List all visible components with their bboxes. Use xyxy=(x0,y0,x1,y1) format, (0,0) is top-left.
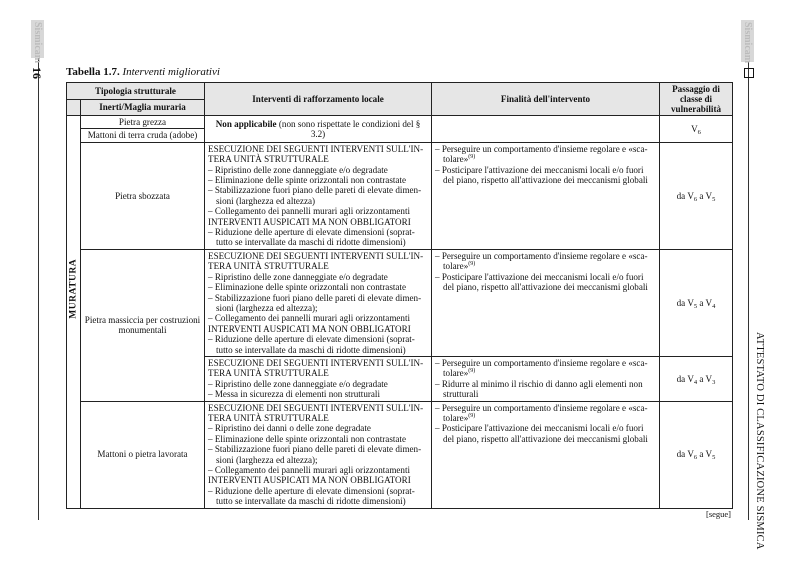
finalita-cell xyxy=(432,116,660,143)
running-side-title: ATTESTATO DI CLASSIFICAZIONE SISMICA xyxy=(754,332,765,550)
right-margin-rule xyxy=(748,20,749,520)
square-marker-icon xyxy=(744,68,754,78)
left-margin-rule xyxy=(38,20,39,520)
table-row xyxy=(67,142,733,249)
group-label-cell xyxy=(67,116,81,509)
tipologia-cell: Pietra sbozzata xyxy=(81,142,205,249)
finalita-cell: – Perseguire un comportamento d'insieme regolare e «sca- tolare»$^{(9)}$ – Posticipare l'attivazione dei meccanismi locali e/o fuori del piano, rispetto all'attivazione dei meccanismi globali xyxy=(432,142,660,249)
table-caption-title: Interventi migliorativi xyxy=(122,66,220,78)
interventi-cell: ESECUZIONE DEI SEGUENTI INTERVENTI SULL'IN- TERA UNITÀ STRUTTURALE – Ripristino delle zone danneggiate e/o degradate – Messa in sicurezza di elementi non strutturali xyxy=(205,356,432,401)
group-label-muratura: MURATURA xyxy=(68,258,79,319)
table-row xyxy=(67,116,733,129)
finalita-cell: – Perseguire un comportamento d'insieme regolare e «sca- tolare»$^{(9)}$ – Posticipare l'attivazione dei meccanismi locali e/o fuori del piano, rispetto all'attivazione dei meccanismi globali xyxy=(432,401,660,508)
passaggio-cell: da $V_4$ a $V_3$ xyxy=(660,356,733,401)
tipologia-cell: Mattoni di terra cruda (adobe) xyxy=(81,129,205,142)
table-header-row-1 xyxy=(67,83,733,100)
tipologia-cell: Pietra grezza xyxy=(81,116,205,129)
header-interventi: Interventi di rafforzamento locale xyxy=(205,83,432,116)
header-spacer xyxy=(67,99,81,116)
interventi-cell: Non applicabile (non sono rispettate le condizioni del § 3.2) xyxy=(205,116,432,143)
continued-marker: [segue] xyxy=(706,509,732,519)
table-row xyxy=(67,249,733,356)
passaggio-cell: da $V_6$ a $V_5$ xyxy=(660,401,733,508)
page-number: 16 xyxy=(30,67,44,79)
header-tipologia: Tipologia strutturale xyxy=(67,83,205,100)
header-inerti: Inerti/Maglia muraria xyxy=(81,99,205,116)
finalita-cell: – Perseguire un comportamento d'insieme regolare e «sca- tolare»$^{(9)}$ – Ridurre al minimo il rischio di danno agli elementi non strutturali xyxy=(432,356,660,401)
tipologia-cell: Mattoni o pietra lavorata xyxy=(81,401,205,508)
tipologia-cell: Pietra massiccia per costruzioni monumentali xyxy=(81,249,205,401)
interventi-cell: ESECUZIONE DEI SEGUENTI INTERVENTI SULL'IN- TERA UNITÀ STRUTTURALE – Ripristino dei danni o delle zone degradate – Eliminazione delle spinte orizzontali non contrastate – Stabilizzazione fuori piano delle pareti di elevate dimen- sioni (larghezza ed altezza); – Collegamento dei pannelli murari agli orizzontamenti INTERVENTI AUSPICATI MA NON OBBLIGATORI – Riduzione delle aperture di elevate dimensioni (soprat- tutto se intervallate da maschi di ridotte dimensioni) xyxy=(205,401,432,508)
header-finalita: Finalità dell'intervento xyxy=(432,83,660,116)
table-caption-label: Tabella 1.7. xyxy=(66,66,120,78)
table-row xyxy=(67,401,733,508)
passaggio-cell: da $V_6$ a $V_5$ xyxy=(660,142,733,249)
publisher-logo-left: Sismicam xyxy=(32,22,43,64)
interventi-cell: ESECUZIONE DEI SEGUENTI INTERVENTI SULL'IN- TERA UNITÀ STRUTTURALE – Ripristino delle zone danneggiate e/o degradate – Eliminazione delle spinte orizzontali non contrastate – Stabilizzazione fuori piano delle pareti di elevate dimen- sioni (larghezza ed altezza) – Collegamento dei pannelli murari agli orizzontamenti INTERVENTI AUSPICATI MA NON OBBLIGATORI – Riduzione delle aperture di elevate dimensioni (soprat- tutto se intervallate da maschi di ridotte dimensioni) xyxy=(205,142,432,249)
publisher-logo-right: Sismicam xyxy=(742,22,753,64)
interventi-cell: ESECUZIONE DEI SEGUENTI INTERVENTI SULL'IN- TERA UNITÀ STRUTTURALE – Ripristino delle zone danneggiate e/o degradate – Eliminazione delle spinte orizzontali non contrastate – Stabilizzazione fuori piano delle pareti di elevate dimen- sioni (larghezza ed altezza); – Collegamento dei pannelli murari agli orizzontamenti INTERVENTI AUSPICATI MA NON OBBLIGATORI – Riduzione delle aperture di elevate dimensioni (soprat- tutto se intervallate da maschi di ridotte dimensioni) xyxy=(205,249,432,356)
passaggio-cell: $V_6$ xyxy=(660,116,733,143)
table-caption xyxy=(66,66,220,78)
interventions-table xyxy=(66,82,733,509)
finalita-cell: – Perseguire un comportamento d'insieme regolare e «sca- tolare»$^{(9)}$ – Posticipare l'attivazione dei meccanismi locali e/o fuori del piano, rispetto all'attivazione dei meccanismi globali xyxy=(432,249,660,356)
passaggio-cell: da $V_5$ a $V_4$ xyxy=(660,249,733,356)
header-passaggio: Passaggio di classe di vulnerabilità xyxy=(660,83,733,116)
